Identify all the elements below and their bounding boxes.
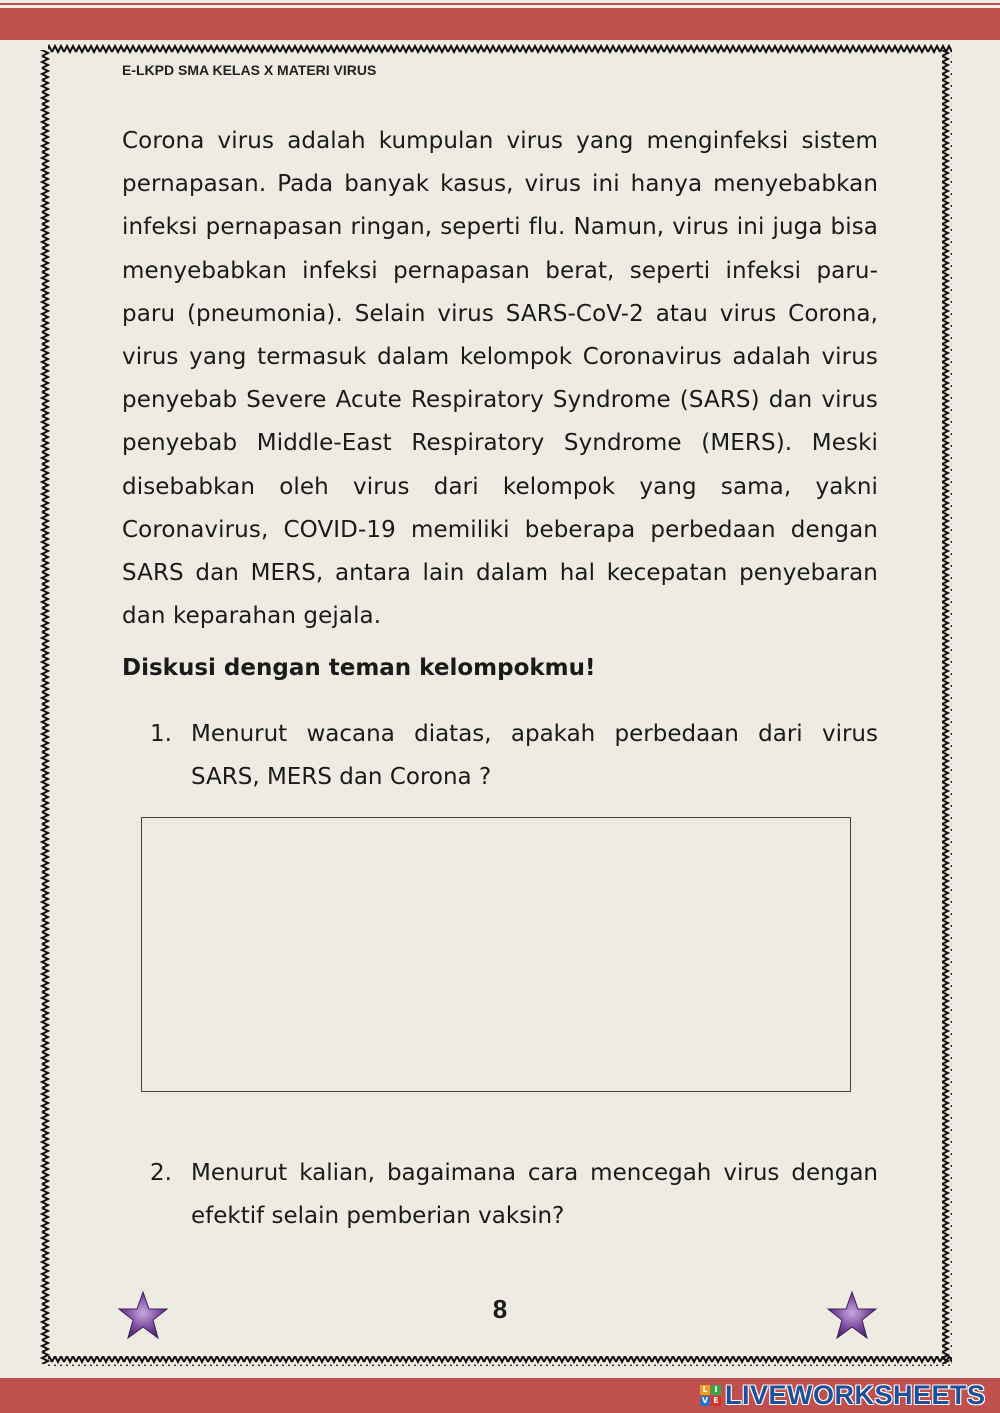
reading-passage: Corona virus adalah kumpulan virus yang menginfeksi sistem pernapasan. Pada banyak kasus, virus ini hanya menyebabkan infeksi pernapasan ringan, seperti flu. Namun, virus ini juga bisa menyebabkan infeksi pernapasan berat, seperti infeksi paru-paru (pneumonia). Selain virus SARS-CoV-2 atau virus Corona, virus yang termasuk dalam kelompok Coronavirus adalah virus penyebab Severe Acute Respiratory Syndrome (SARS) dan virus penyebab Middle-East Respiratory Syndrome (MERS). Meski disebabkan oleh virus dari kelompok yang sama, yakni Coronavirus, COVID-19 memiliki beberapa perbedaan dengan SARS dan MERS, antara lain dalam hal kecepatan penyebaran dan keparahan gejala. (122, 128, 878, 630)
answer-box-1[interactable] (141, 817, 851, 1092)
question-text: Menurut wacana diatas, apakah perbedaan dari virus SARS, MERS dan Corona ? (191, 721, 878, 791)
question-number: 1. (150, 721, 172, 747)
top-band (0, 8, 1000, 40)
star-icon (826, 1290, 878, 1342)
top-accent-line (0, 3, 1000, 5)
liveworksheets-logo[interactable] (700, 1379, 986, 1411)
question-number: 2. (150, 1160, 172, 1186)
question-text: Menurut kalian, bagaimana cara mencegah virus dengan efektif selain pemberian vaksin? (191, 1160, 878, 1230)
liveworksheets-wordmark: LIVEWORKSHEETS (725, 1379, 986, 1410)
discussion-heading: Diskusi dengan teman kelompokmu! (122, 655, 596, 681)
star-icon (117, 1290, 169, 1342)
logo-letter: L (700, 1385, 710, 1395)
logo-letter: I (711, 1385, 721, 1395)
logo-letter: V (701, 1395, 709, 1405)
liveworksheets-icon (700, 1385, 721, 1406)
logo-letter: E (711, 1396, 721, 1406)
worksheet-header-label: E-LKPD SMA KELAS X MATERI VIRUS (122, 62, 377, 78)
page-number: 8 (492, 1294, 508, 1324)
